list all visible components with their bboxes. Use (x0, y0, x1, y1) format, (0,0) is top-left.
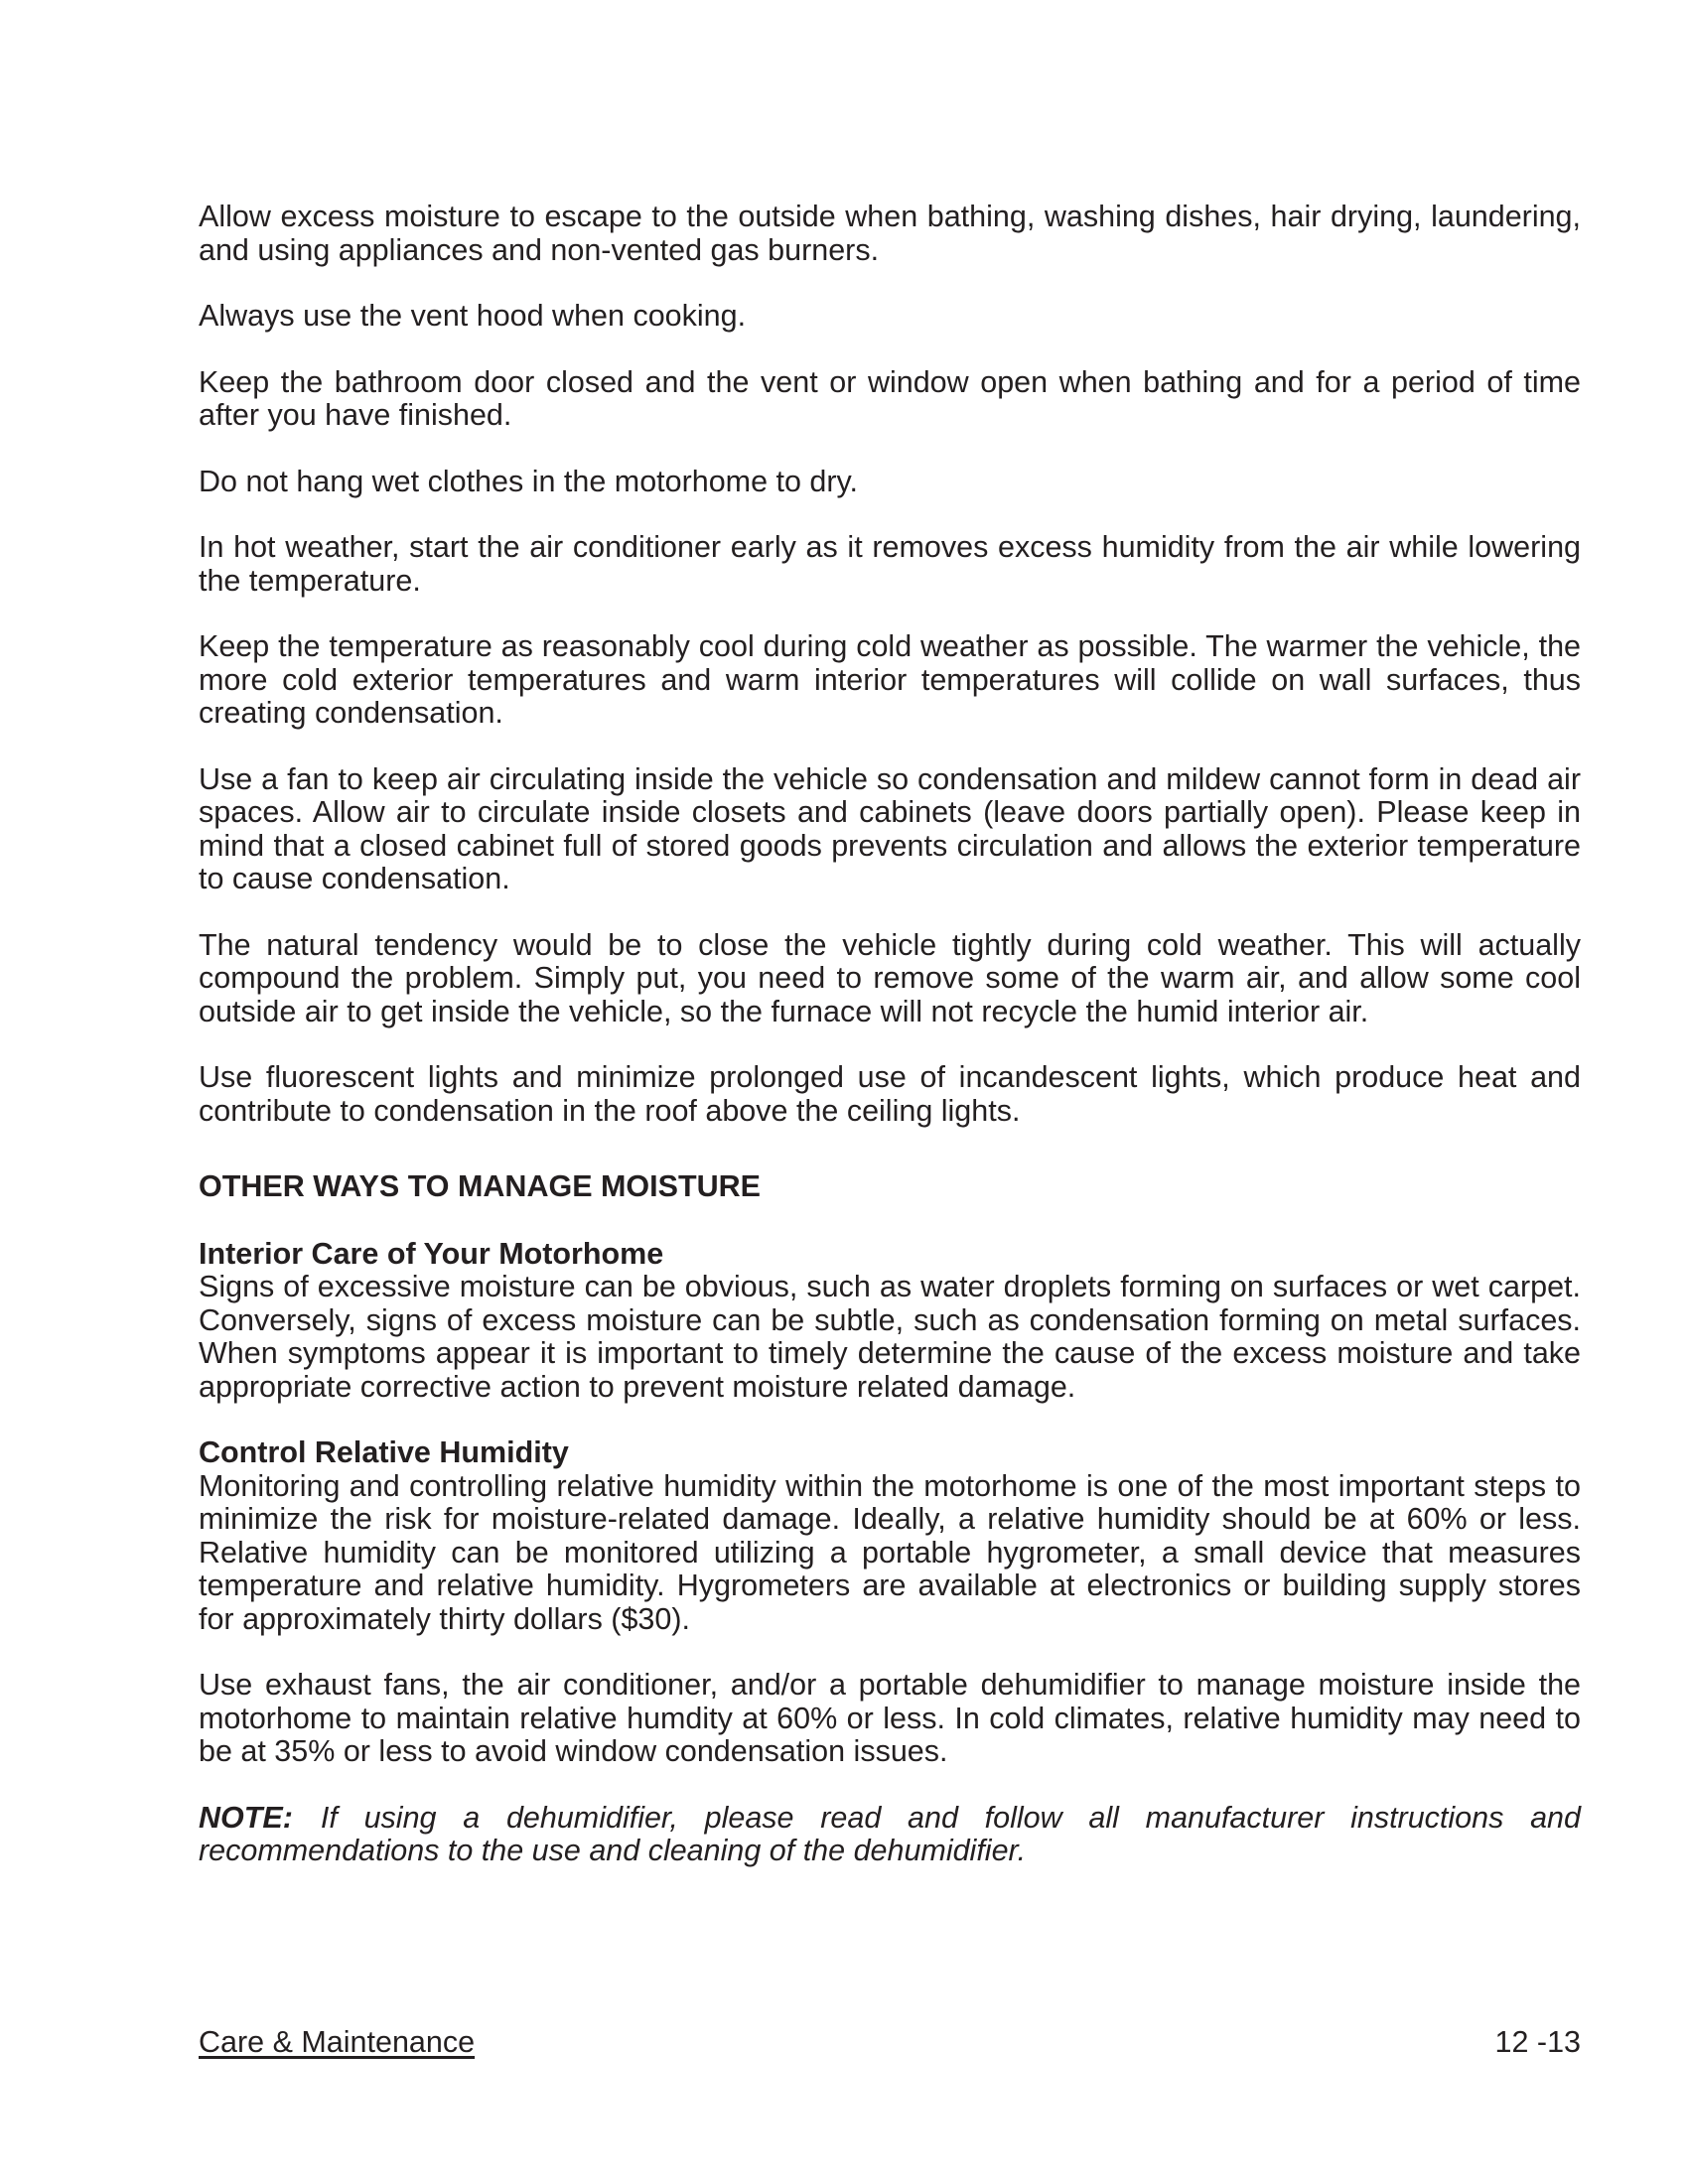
humidity-section (199, 1436, 1581, 1636)
interior-care-heading: Interior Care of Your Motorhome (199, 1236, 664, 1271)
interior-care-section (199, 1238, 1581, 1405)
paragraph: Keep the bathroom door closed and the vent or window open when bathing and for a period of time after you have finished. (199, 364, 1581, 432)
humidity-text: Monitoring and controlling relative humidity within the motorhome is one of the most important steps to minimize the risk for moisture-related damage. Ideally, a relative humidity should be at 60% or less. Relative humidity can be monitored utilizing a portable hygrometer, a small device that measures temperature and relative humidity. Hygrometers are available at electronics or building supply stores for approximately thirty dollars ($30). (199, 1468, 1581, 1636)
interior-care-text: Signs of excessive moisture can be obvious, such as water droplets forming on surfaces or wet carpet. Conversely, signs of excess moisture can be subtle, such as condensation forming on metal surfaces. When symptoms appear it is important to timely determine the cause of the excess moisture and take appropriate corrective action to prevent moisture related damage. (199, 1270, 1581, 1404)
page-content (199, 201, 1581, 1868)
paragraph: Keep the temperature as reasonably cool during cold weather as possible. The warmer the vehicle, the more cold exterior temperatures and warm interior temperatures will collide on wall surfaces, thus creating condensation. (199, 629, 1581, 730)
paragraph: Always use the vent hood when cooking. (199, 299, 747, 333)
paragraph: The natural tendency would be to close the vehicle tightly during cold weather. This will actually compound the problem. Simply put, you need to remove some of the warm air, and allow some cool outside air to get inside the vehicle, so the furnace will not recycle the humid interior air. (199, 927, 1581, 1028)
note (199, 1802, 1581, 1868)
paragraph: Allow excess moisture to escape to the outside when bathing, washing dishes, hair drying, laundering, and using appliances and non-vented gas burners. (199, 200, 1581, 267)
paragraph: In hot weather, start the air conditioner early as it removes excess humidity from the air while lowering the temperature. (199, 530, 1581, 598)
paragraph: Use fluorescent lights and minimize prolonged use of incandescent lights, which produce heat and contribute to condensation in the roof above the ceiling lights. (199, 1060, 1581, 1128)
paragraph: Use a fan to keep air circulating inside the vehicle so condensation and mildew cannot form in dead air spaces. Allow air to circulate inside closets and cabinets (leave doors partially open). Please keep in mind that a closed cabinet full of stored goods prevents circulation and allows the exterior temperature to cause condensation. (199, 761, 1581, 895)
humidity-heading: Control Relative Humidity (199, 1435, 569, 1469)
page-number: 12 -13 (1494, 2025, 1581, 2059)
note-text: If using a dehumidifier, please read and follow all manufacturer instructions and recommendations to the use and cleaning of the dehumidifier. (199, 1800, 1581, 1867)
footer-section-title: Care & Maintenance (199, 2025, 476, 2059)
humidity-text-2: Use exhaust fans, the air conditioner, and/or a portable dehumidifier to manage moisture inside the motorhome to maintain relative humdity at 60% or less. In cold climates, relative humidity may need to be at 35% or less to avoid window condensation issues. (199, 1668, 1581, 1768)
paragraph: Do not hang wet clothes in the motorhome to dry. (199, 464, 859, 498)
section-title: OTHER WAYS TO MANAGE MOISTURE (199, 1169, 761, 1203)
note-label: NOTE: (199, 1800, 293, 1835)
